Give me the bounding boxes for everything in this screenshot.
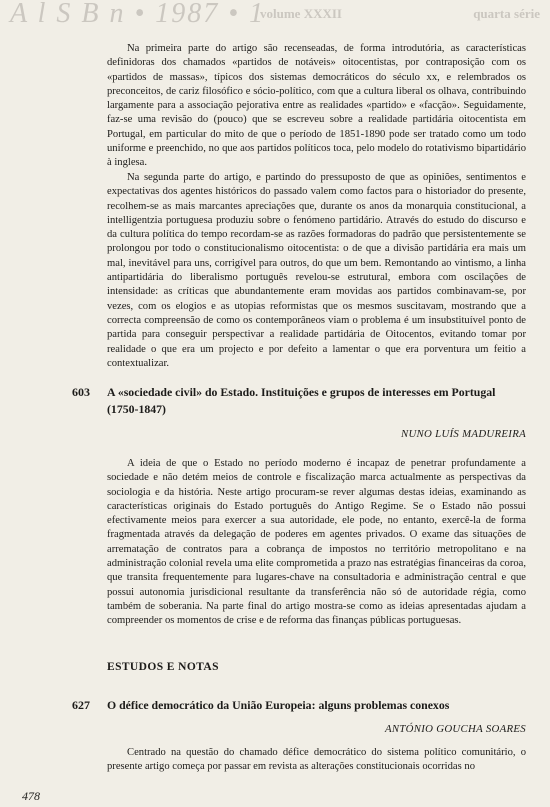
abstract-paragraph-1: Na primeira parte do artigo são recenseadas, de forma introdutória, as características definidoras dos chamados «partidos de notáveis» oitocentistas, por contraposição com os «partidos de massas», típicos dos sistemas democráticos do século xx, e relembrados os preconceitos, de cariz filosófico e sócio-político, com que a cultura liberal os olhava, contribuindo largamente para a associação pejorativa entre as realidades «partido» e «facção». Seguidamente, faz-se uma revisão do (pouco) que se escreveu sobre a realidade partidária oitocentista em Portugal, em particular do mito de que o período de 1851-1890 pode ser tratado como um todo uniforme e preenchido, no que aos partidos políticos toca, pelo modelo do rotativismo bipartidário à inglesa. xyxy=(107,43,526,169)
entry-author-603: NUNO LUÍS MADUREIRA xyxy=(400,428,526,440)
entry-title-603: A «sociedade civil» do Estado. Instituições e grupos de interesses em Portugal (1750-1847) xyxy=(107,385,496,416)
running-header xyxy=(10,2,540,28)
header-series: quarta série xyxy=(473,6,540,21)
section-title: ESTUDOS E NOTAS xyxy=(107,661,219,673)
abstract-paragraph-4: Centrado na questão do chamado défice democrático do sistema político comunitário, o presente artigo começa por passar em revista as alterações constitucionais ocorridas no xyxy=(107,747,526,773)
entry-number-603: 603 xyxy=(72,385,90,399)
entry-author-627: ANTÓNIO GOUCHA SOARES xyxy=(384,723,526,735)
header-decoration: A l S B n • 1987 • 1 xyxy=(10,0,266,29)
entry-number-627: 627 xyxy=(72,698,90,712)
header-volume: volume XXXII xyxy=(260,6,342,21)
abstract-paragraph-3: A ideia de que o Estado no período moderno é incapaz de penetrar profundamente a sociedade e não detém meios de controle e fiscalização marca actualmente as perspectivas da sociologia e da história. Neste artigo procuram-se rever algumas destas ideias, examinando as características originais do Estado português do Antigo Regime. Se o Estado não possui efectivamente meios para exercer a sua autoridade, ele pode, no entanto, exercê-la de forma fragmentada através da delegação de poderes em agentes privados. O exame das situações de arrematação de contratos para a cobrança de impostos no território metropolitano e na administração colonial revela uma elite comprometida a prazo nas estratégias financeiras da coroa, que transita frequentemente para lugares-chave na consultadoria e administração central e que possui autonomia jurisdicional resultante da transferência não só de autoridade régia, como também de soberania. Na parte final do artigo mostra-se como as ideias apresentadas ajudam a compreender os momentos de crise e de reforma das finanças públicas portuguesas. xyxy=(107,458,526,627)
abstract-paragraph-2: Na segunda parte do artigo, e partindo do pressuposto de que as opiniões, sentimentos e expectativas dos agentes históricos do passado valem como factos para o historiador do presente, recolhem-se as mais marcantes apreciações que, durante os anos da monarquia constitucional, a intelligentzia portuguesa produziu sobre o fenómeno partidário. Através do estudo do discurso e da cultura política do tempo recordam-se as razões formadoras do padrão que persistentemente se prolongou por todo o constitucionalismo oitocentista: o de que a divisão partidária era mais um mal, inevitável para uns, corrigível para outros, do que um bem. Remontando ao vintismo, a linha antipartidária do liberalismo português revelou-se estrutural, embora com oscilações de intensidade: as críticas que abundantemente eram movidas aos partidos combinavam-se, por vezes, com os elogios e as utopias reformistas que os mesmos suscitavam, mostrando que a correcta compreensão de como os contemporâneos viam o problema é um insubstituível ponto de partida para conseguir perspectivar a realidade partidária de Oitocentos, evitando tomar por realidade o que era um projecto e por defeito a lamentar o que era porventura um feitio a contextualizar. xyxy=(107,172,526,369)
entry-title-627: O défice democrático da União Europeia: alguns problemas conexos xyxy=(107,698,450,712)
page-number: 478 xyxy=(22,789,40,803)
